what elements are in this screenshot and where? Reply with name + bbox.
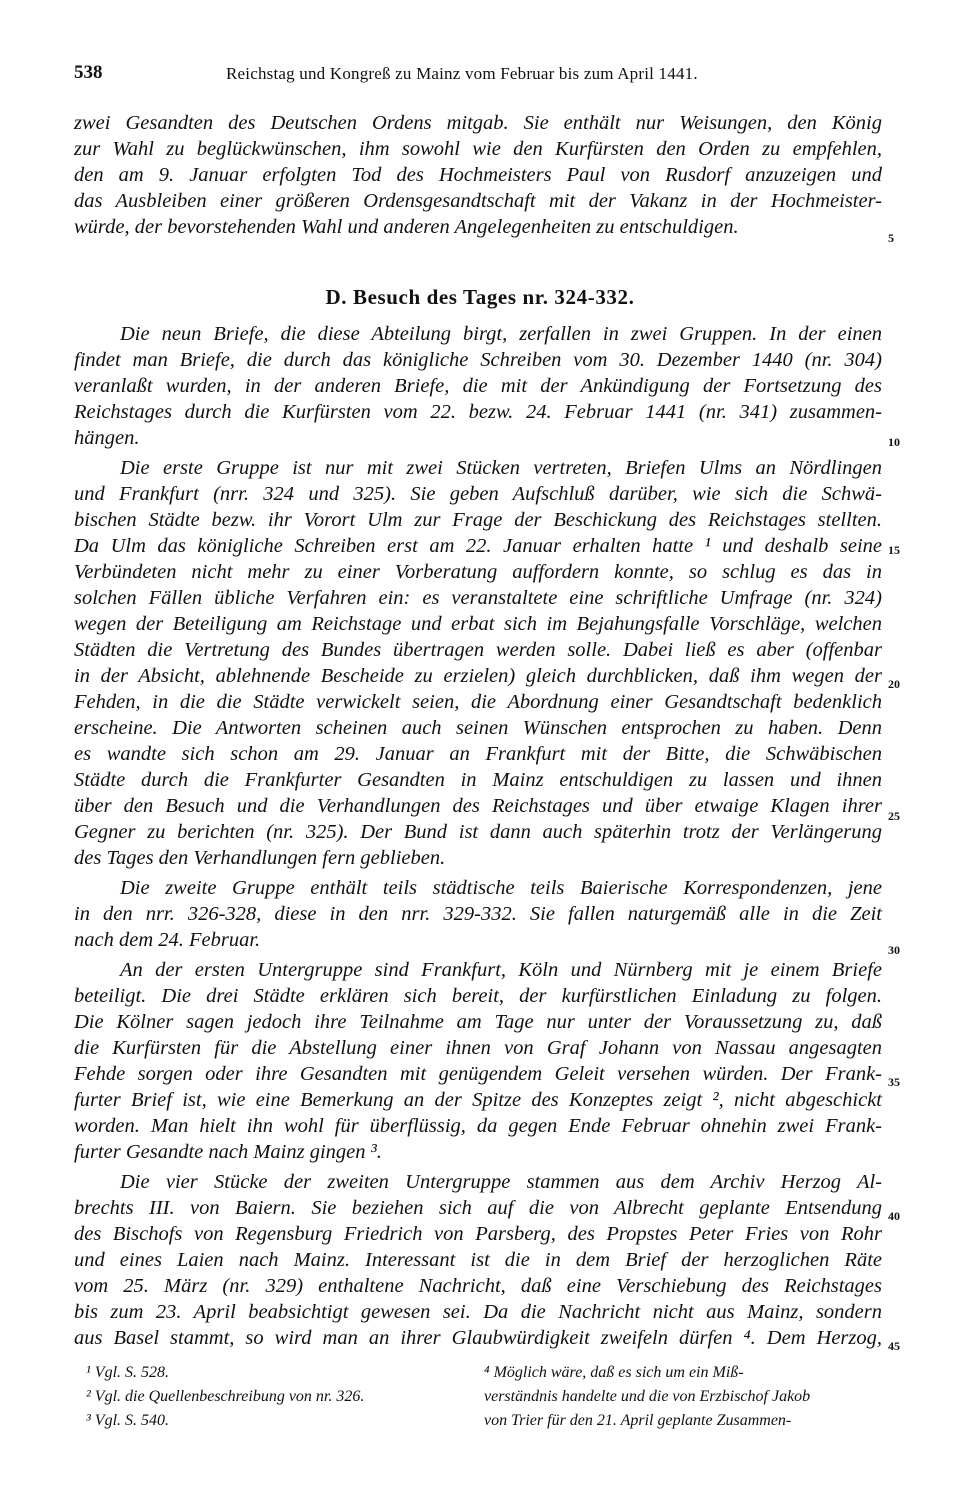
text-line: nach dem 24. Februar. — [74, 929, 261, 951]
text-line: über den Besuch und die Verhandlungen des Reichstages und über etwaige Klagen ihrer — [74, 795, 882, 817]
text-line: in der Absicht, ablehnende Bescheide zu erzielen) gleich durchblicken, daß ihm wegen der — [74, 665, 882, 687]
text-line: den am 9. Januar erfolgten Tod des Hochmeisters Paul von Rusdorf anzuzeigen und — [74, 164, 882, 186]
text-line: worden. Man hielt ihn wohl für überflüssig, da gegen Ende Februar ohnehin zwei Frank- — [74, 1115, 882, 1137]
line-number: 45 — [888, 1339, 900, 1353]
text-line: veranlaßt wurden, in der anderen Briefe, die mit der Ankündigung der Fortsetzung des — [74, 375, 882, 397]
text-line: solchen Fällen übliche Verfahren ein: es veranstaltete eine schriftliche Umfrage (nr. 324) — [74, 587, 882, 609]
line-number: 15 — [888, 543, 900, 557]
text-line: das Ausbleiben einer größeren Ordensgesandtschaft mit der Vakanz in der Hochmeister- — [74, 190, 882, 212]
footnote: ³ Vgl. S. 540. — [86, 1412, 170, 1429]
footnote: ⁴ Möglich wäre, daß es sich um ein Miß- — [484, 1364, 744, 1381]
line-number: 10 — [888, 435, 900, 449]
text-line: Die zweite Gruppe enthält teils städtische teils Baierische Korrespondenzen, jene — [120, 877, 882, 899]
text-line: bis zum 23. April beabsichtigt gewesen sei. Da die Nachricht nicht aus Mainz, sondern — [74, 1301, 882, 1323]
page-number: 538 — [74, 62, 103, 83]
text-line: wegen der Beteiligung am Reichstage und erbat sich im Bejahungsfalle Vorschläge, welchen — [74, 613, 882, 635]
text-line: Fehden, in die die Städte verwickelt seien, die Abordnung einer Gesandtschaft bedenklich — [74, 691, 882, 713]
line-number: 5 — [888, 231, 894, 245]
text-line: aus Basel stammt, so wird man an ihrer Glaubwürdigkeit zweifeln dürfen ⁴. Dem Herzog, — [74, 1327, 882, 1349]
line-number: 40 — [888, 1209, 900, 1223]
text-line: des Tages den Verhandlungen fern geblieben. — [74, 847, 446, 869]
text-line: und eines Laien nach Mainz. Interessant ist die in dem Brief der herzoglichen Räte — [74, 1249, 882, 1271]
text-line: Da Ulm das königliche Schreiben erst am 22. Januar erhalten hatte ¹ und deshalb seine — [74, 535, 882, 557]
text-line: Gegner zu berichten (nr. 325). Der Bund ist dann auch späterhin trotz der Verlängerung — [74, 821, 882, 843]
text-line: zur Wahl zu beglückwünschen, ihm sowohl wie den Kurfürsten den Orden zu empfehlen, — [74, 138, 882, 160]
footnote: von Trier für den 21. April geplante Zusammen- — [484, 1412, 792, 1429]
text-line: hängen. — [74, 427, 140, 449]
line-number: 30 — [888, 943, 900, 957]
page-header — [74, 62, 884, 92]
line-number: 35 — [888, 1075, 900, 1089]
text-line: es wandte sich schon am 29. Januar an Frankfurt mit der Bitte, die Schwäbischen — [74, 743, 882, 765]
line-number: 25 — [888, 809, 900, 823]
footnote: ¹ Vgl. S. 528. — [86, 1364, 170, 1381]
text-line: An der ersten Untergruppe sind Frankfurt, Köln und Nürnberg mit je einem Briefe — [120, 959, 882, 981]
text-line: brechts III. von Baiern. Sie beziehen sich auf die von Albrecht geplante Entsendung — [74, 1197, 882, 1219]
text-line: die Kurfürsten für die Abstellung einer ihnen von Graf Johann von Nassau angesagten — [74, 1037, 882, 1059]
footnote: ² Vgl. die Quellenbeschreibung von nr. 326. — [86, 1388, 365, 1405]
text-line: Städte durch die Frankfurter Gesandten in Mainz entschuldigen zu lassen und ihnen — [74, 769, 882, 791]
text-line: findet man Briefe, die durch das königliche Schreiben vom 30. Dezember 1440 (nr. 304) — [74, 349, 882, 371]
text-line: Die neun Briefe, die diese Abteilung birgt, zerfallen in zwei Gruppen. In der einen — [120, 323, 882, 345]
text-line: beteiligt. Die drei Städte erklären sich bereit, der kurfürstlichen Einladung zu folgen. — [74, 985, 882, 1007]
line-number: 20 — [888, 677, 900, 691]
text-line: Reichstages durch die Kurfürsten vom 22. bezw. 24. Februar 1441 (nr. 341) zusammen- — [74, 401, 882, 423]
text-line: vom 25. März (nr. 329) enthaltene Nachricht, daß eine Verschiebung des Reichstages — [74, 1275, 882, 1297]
text-line: furter Brief ist, wie eine Bemerkung an der Spitze des Konzeptes zeigt ², nicht abgeschickt — [74, 1089, 882, 1111]
text-line: Fehde sorgen oder ihre Gesandten mit genügendem Geleit versehen würden. Der Frank- — [74, 1063, 882, 1085]
text-line: furter Gesandte nach Mainz gingen ³. — [74, 1141, 382, 1163]
text-line: in den nrr. 326-328, diese in den nrr. 329-332. Sie fallen naturgemäß alle in die Zeit — [74, 903, 882, 925]
text-line: und Frankfurt (nrr. 324 und 325). Sie geben Aufschluß darüber, wie sich die Schwä- — [74, 483, 882, 505]
text-line: des Bischofs von Regensburg Friedrich von Parsberg, des Propstes Peter Fries von Rohr — [74, 1223, 882, 1245]
section-heading: D. Besuch des Tages nr. 324-332. — [325, 285, 635, 309]
text-line: bischen Städte bezw. ihr Vorort Ulm zur Frage der Beschickung des Reichstages stellten. — [74, 509, 882, 531]
footnote: verständnis handelte und die von Erzbischof Jakob — [484, 1388, 811, 1405]
running-title: Reichstag und Kongreß zu Mainz vom Februar bis zum April 1441. — [226, 64, 698, 83]
text-line: Verbündeten nicht mehr zu einer Vorberatung auffordern konnte, so schlug es das in — [74, 561, 882, 583]
text-line: Die vier Stücke der zweiten Untergruppe stammen aus dem Archiv Herzog Al- — [120, 1171, 882, 1193]
text-line: würde, der bevorstehenden Wahl und anderen Angelegenheiten zu entschuldigen. — [74, 216, 739, 238]
text-line: Die erste Gruppe ist nur mit zwei Stücken vertreten, Briefen Ulms an Nördlingen — [120, 457, 882, 479]
text-line: zwei Gesandten des Deutschen Ordens mitgab. Sie enthält nur Weisungen, den König — [74, 112, 882, 134]
text-line: Die Kölner sagen jedoch ihre Teilnahme am Tage nur unter der Voraussetzung zu, daß — [74, 1011, 882, 1033]
text-line: erscheine. Die Antworten scheinen auch seinen Wünschen entsprochen zu haben. Denn — [74, 717, 882, 739]
text-line: Städten die Vertretung des Bundes übertragen werden solle. Dabei ließ es aber (offenbar — [74, 639, 882, 661]
